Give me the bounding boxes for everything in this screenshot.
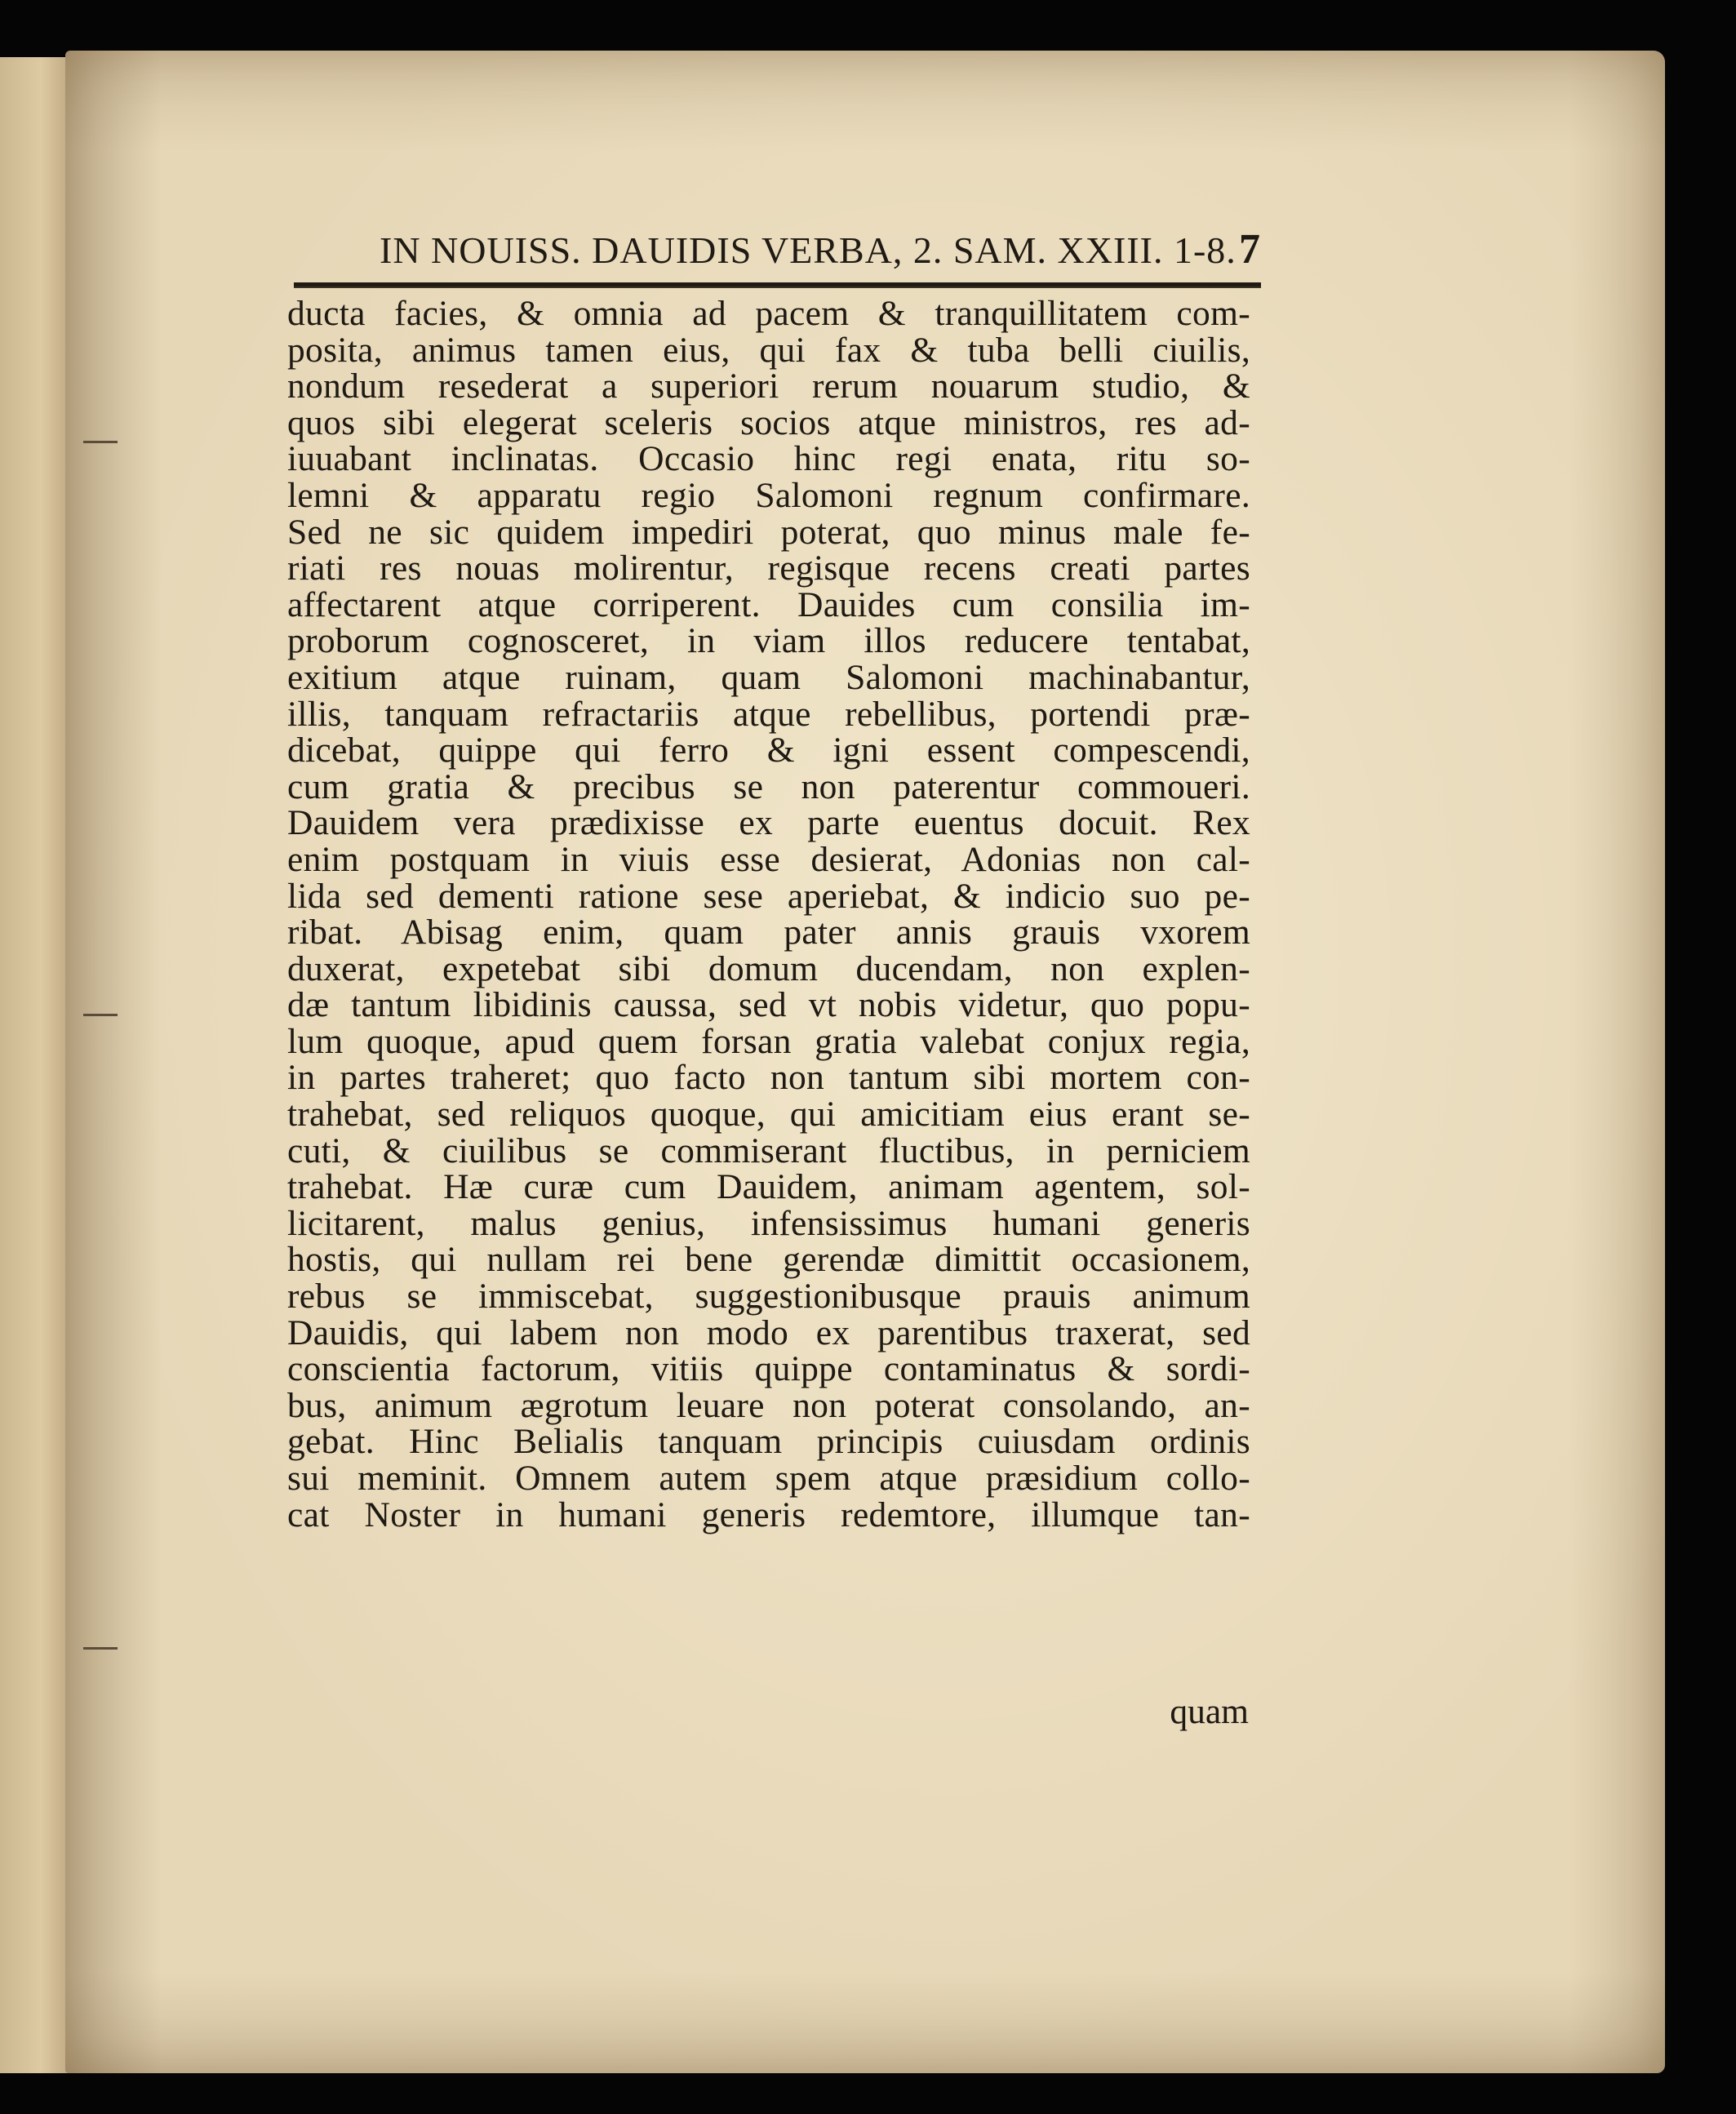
page-header	[380, 225, 1261, 278]
text-line: proborum cognosceret, in viam illos reducere tentabat,	[287, 621, 1250, 661]
text-line: dæ tantum libidinis caussa, sed vt nobis videtur, quo popu-	[287, 985, 1250, 1025]
text-line: Dauidem vera prædixisse ex parte euentus docuit. Rex	[287, 803, 1250, 843]
gutter-mark	[83, 441, 118, 443]
text-line: exitium atque ruinam, quam Salomoni machinabantur,	[287, 657, 1250, 697]
text-line: in partes traheret; quo facto non tantum sibi mortem con-	[287, 1058, 1250, 1098]
text-line: lemni & apparatu regio Salomoni regnum confirmare.	[287, 475, 1250, 515]
catchword: quam	[1170, 1692, 1249, 1731]
text-line: ducta facies, & omnia ad pacem & tranquillitatem com-	[287, 294, 1250, 333]
text-line: rebus se immiscebat, suggestionibusque prauis animum	[287, 1277, 1250, 1317]
text-line: trahebat. Hæ curæ cum Dauidem, animam agentem, sol-	[287, 1167, 1250, 1207]
text-line: duxerat, expetebat sibi domum ducendam, non explen-	[287, 948, 1250, 988]
text-line: cum gratia & precibus se non paterentur commoueri.	[287, 766, 1250, 806]
text-line: cat Noster in humani generis redemtore, illumque tan-	[287, 1494, 1250, 1534]
text-line: licitarent, malus genius, infensissimus humani generis	[287, 1203, 1250, 1243]
text-line: iuuabant inclinatas. Occasio hinc regi enata, ritu so-	[287, 439, 1250, 479]
running-head: IN NOUISS. DAUIDIS VERBA, 2. SAM. XXIII. 1-8.	[380, 229, 1237, 271]
text-line: cuti, & ciuilibus se commiserant fluctibus, in perniciem	[287, 1130, 1250, 1170]
text-line: posita, animus tamen eius, qui fax & tuba belli ciuilis,	[287, 330, 1250, 370]
text-line: hostis, qui nullam rei bene gerendæ dimittit occasionem,	[287, 1240, 1250, 1280]
text-line: illis, tanquam refractariis atque rebellibus, portendi præ-	[287, 694, 1250, 734]
text-line: dicebat, quippe qui ferro & igni essent compescendi,	[287, 731, 1250, 771]
text-line: quos sibi elegerat sceleris socios atque ministros, res ad-	[287, 402, 1250, 442]
text-line: enim postquam in viuis esse desierat, Adonias non cal-	[287, 839, 1250, 879]
text-line: trahebat, sed reliquos quoque, qui amicitiam eius erant se-	[287, 1095, 1250, 1135]
text-line: bus, animum ægrotum leuare non poterat consolando, an-	[287, 1385, 1250, 1425]
text-line: sui meminit. Omnem autem spem atque præsidium collo-	[287, 1459, 1250, 1498]
page-number: 7	[1239, 226, 1261, 273]
text-line: Sed ne sic quidem impediri poterat, quo minus male fe-	[287, 512, 1250, 552]
text-line: conscientia factorum, vitiis quippe contaminatus & sordi-	[287, 1349, 1250, 1389]
text-line: ribat. Abisag enim, quam pater annis grauis vxorem	[287, 913, 1250, 953]
show-through-text	[294, 1730, 1110, 1763]
text-line: lum quoque, apud quem forsan gratia valebat conjux regia,	[287, 1021, 1250, 1061]
text-line: gebat. Hinc Belialis tanquam principis cuiusdam ordinis	[287, 1422, 1250, 1462]
gutter-mark	[83, 1647, 118, 1650]
text-line: riati res nouas molirentur, regisque recens creati partes	[287, 548, 1250, 588]
text-line: Dauidis, qui labem non modo ex parentibus traxerat, sed	[287, 1312, 1250, 1352]
text-line: lida sed dementi ratione sese aperiebat, & indicio suo pe-	[287, 876, 1250, 916]
gutter-mark	[83, 1014, 118, 1016]
text-line: nondum resederat a superiori rerum nouarum studio, &	[287, 366, 1250, 406]
header-rule	[294, 282, 1261, 288]
text-line: affectarent atque corriperent. Dauides cum consilia im-	[287, 584, 1250, 624]
body-text	[287, 295, 1250, 1533]
